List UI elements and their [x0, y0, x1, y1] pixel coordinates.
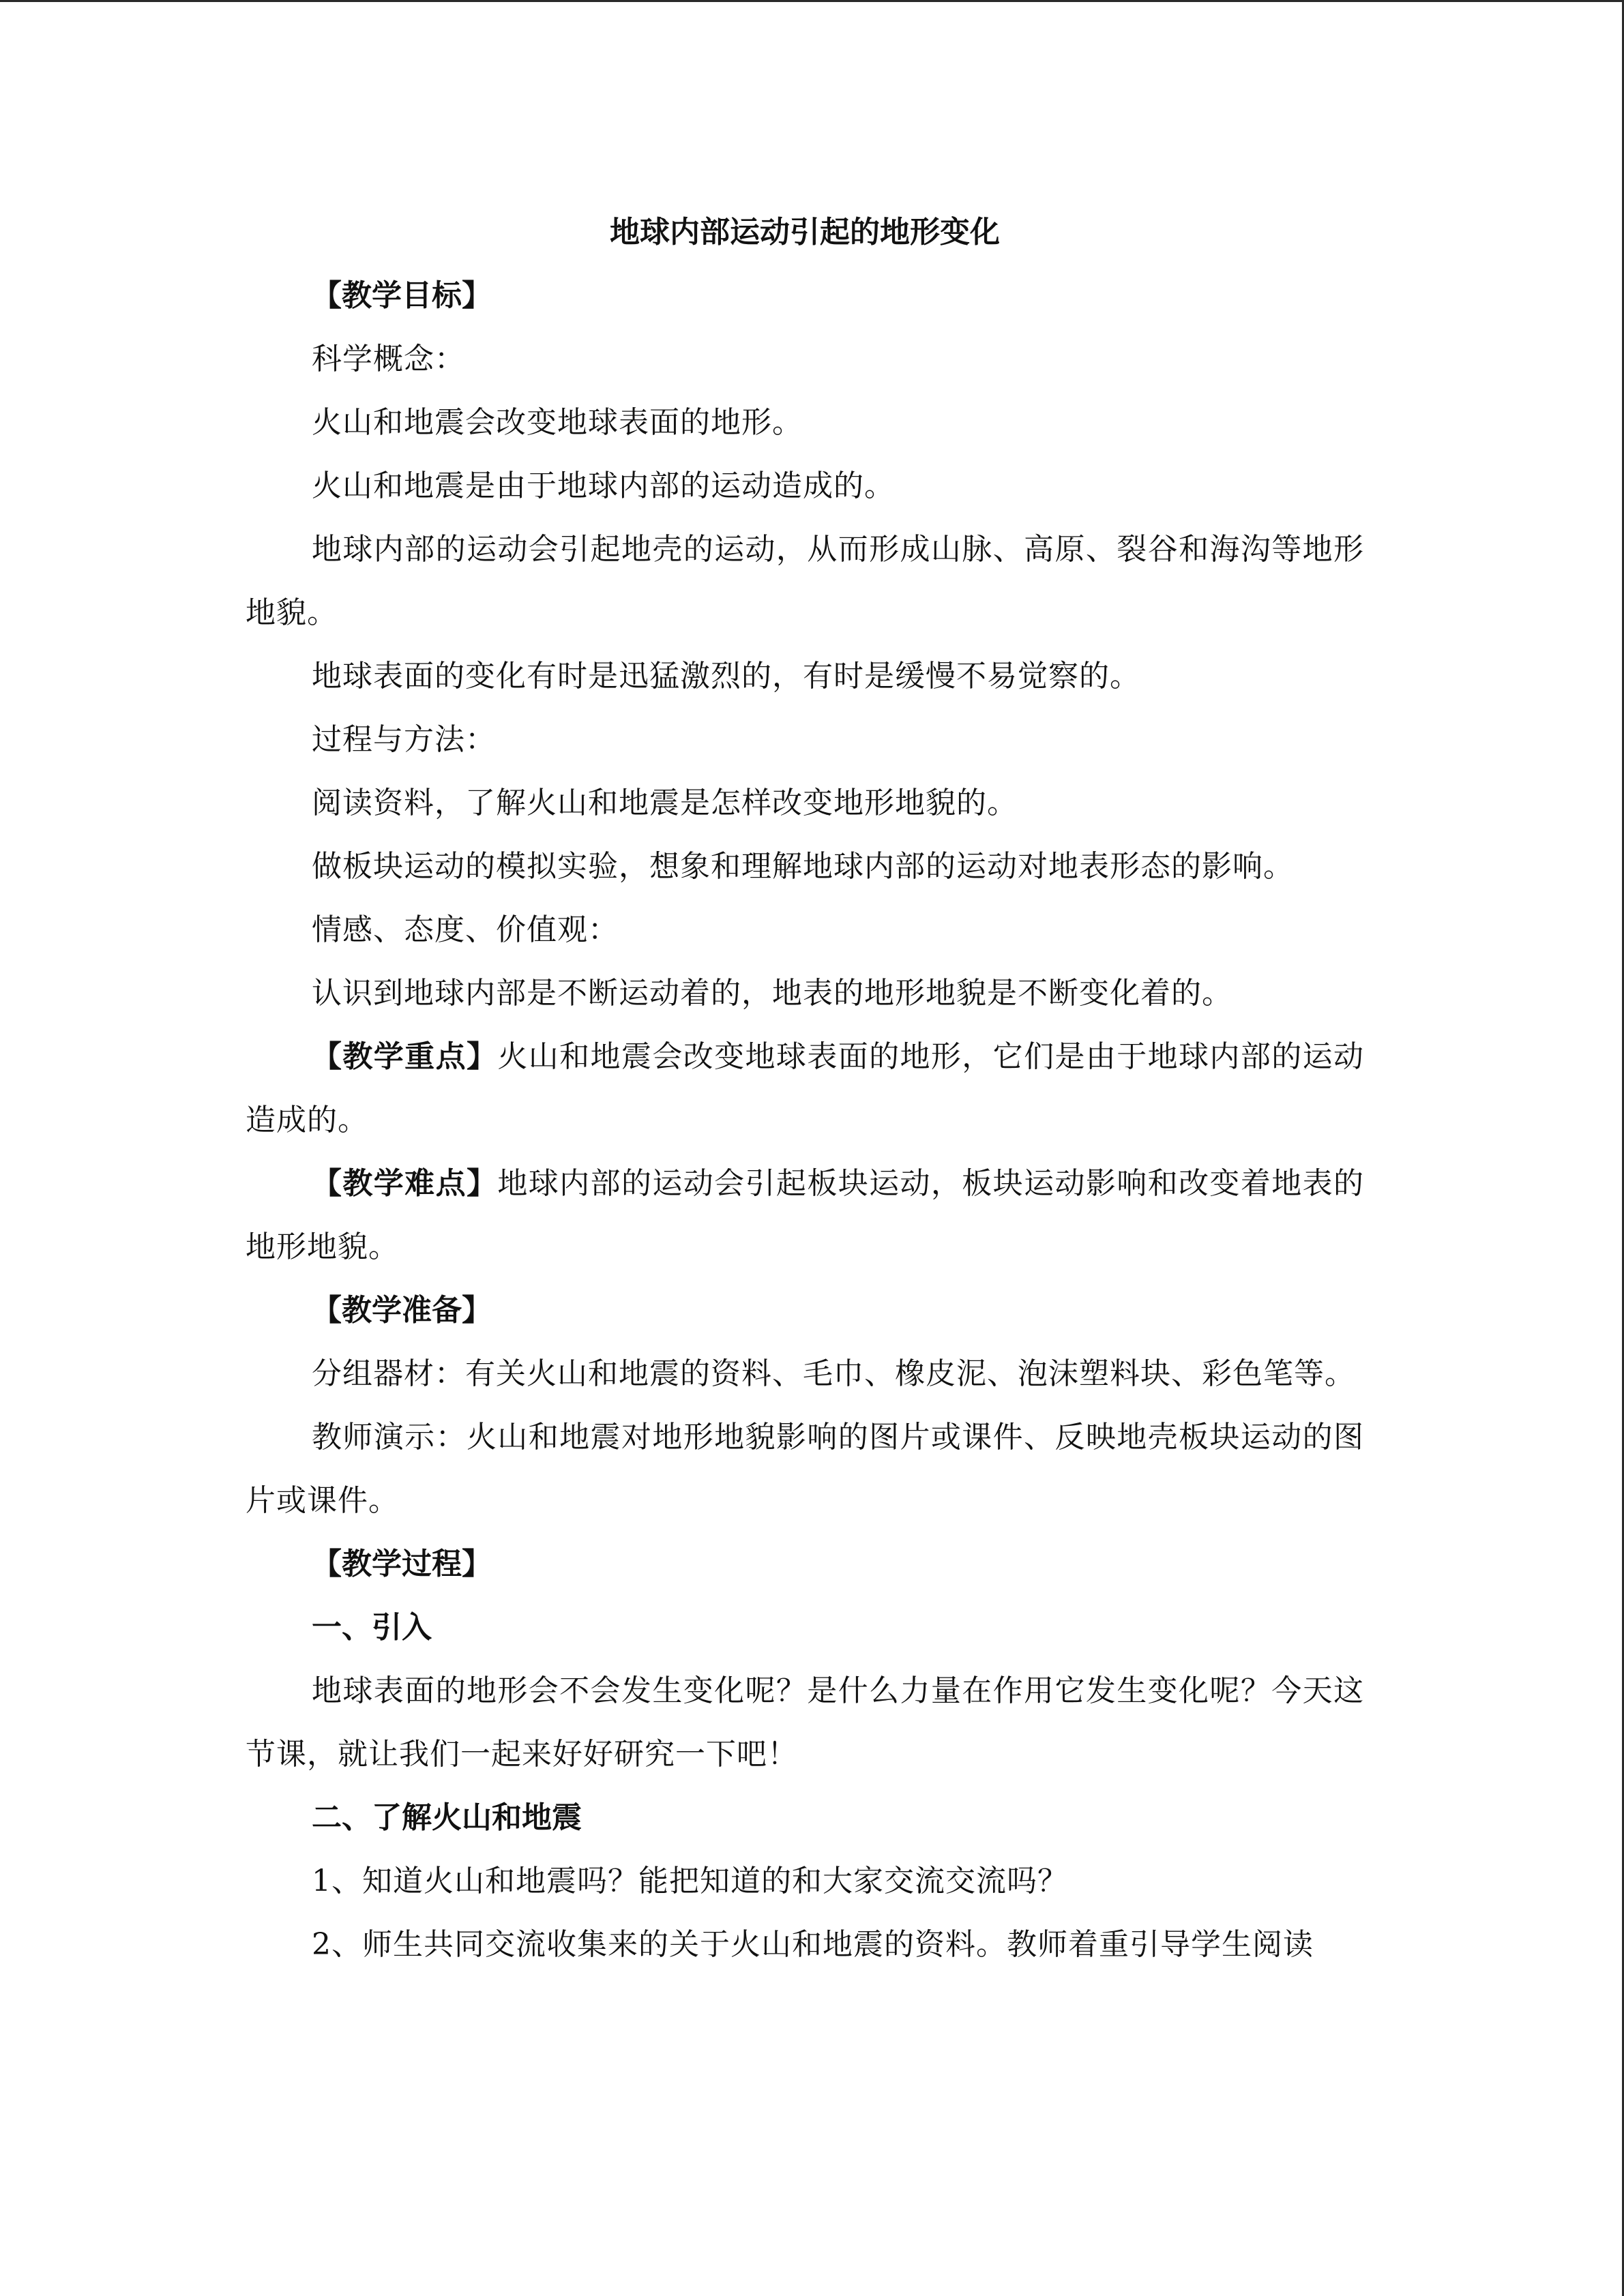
process-method-item: 做板块运动的模拟实验，想象和理解地球内部的运动对地表形态的影响。	[312, 849, 1294, 884]
section-intro-heading: 一、引入	[312, 1610, 432, 1645]
document-title: 地球内部运动引起的地形变化	[610, 215, 1000, 250]
section-volcano-item: 1、知道火山和地震吗？能把知道的和大家交流交流吗？	[312, 1864, 1068, 1898]
objectives-heading: 【教学目标】	[312, 278, 492, 313]
document-body	[246, 201, 1364, 1976]
preparation-heading: 【教学准备】	[312, 1293, 492, 1328]
concept-item: 火山和地震是由于地球内部的运动造成的。	[312, 468, 895, 503]
concept-item: 地球内部的运动会引起地壳的运动，从而形成山脉、高原、裂谷和海沟等地形地貌。	[246, 532, 1364, 630]
page-top-border	[0, 0, 1624, 2]
key-points-text: 火山和地震会改变地球表面的地形，它们是由于地球内部的运动造成的。	[246, 1039, 1365, 1137]
preparation-teacher-demo: 教师演示：火山和地震对地形地貌影响的图片或课件、反映地壳板块运动的图片或课件。	[246, 1420, 1364, 1518]
attitude-label: 情感、态度、价值观：	[312, 912, 619, 947]
process-method-label: 过程与方法：	[312, 722, 496, 757]
attitude-item: 认识到地球内部是不断运动着的，地表的地形地貌是不断变化着的。	[312, 976, 1232, 1011]
difficulties-label: 【教学难点】	[312, 1166, 498, 1201]
difficulties-text: 地球内部的运动会引起板块运动，板块运动影响和改变着地表的地形地貌。	[246, 1166, 1365, 1264]
concept-item: 地球表面的变化有时是迅猛激烈的，有时是缓慢不易觉察的。	[312, 659, 1140, 694]
key-points-paragraph	[246, 1025, 1364, 1152]
concept-label: 科学概念：	[312, 342, 465, 376]
section-volcano-heading: 二、了解火山和地震	[312, 1800, 582, 1835]
teaching-process-heading: 【教学过程】	[312, 1547, 492, 1581]
difficulties-paragraph	[246, 1152, 1364, 1279]
section-intro-text: 地球表面的地形会不会发生变化呢？是什么力量在作用它发生变化呢？今天这节课，就让我们一起来好好研究一下吧！	[246, 1673, 1364, 1772]
section-volcano-item: 2、师生共同交流收集来的关于火山和地震的资料。教师着重引导学生阅读	[312, 1927, 1314, 1962]
process-method-item: 阅读资料，了解火山和地震是怎样改变地形地貌的。	[312, 786, 1018, 820]
preparation-group-materials: 分组器材：有关火山和地震的资料、毛巾、橡皮泥、泡沫塑料块、彩色笔等。	[312, 1356, 1355, 1391]
concept-item: 火山和地震会改变地球表面的地形。	[312, 405, 803, 440]
key-points-label: 【教学重点】	[312, 1039, 498, 1074]
